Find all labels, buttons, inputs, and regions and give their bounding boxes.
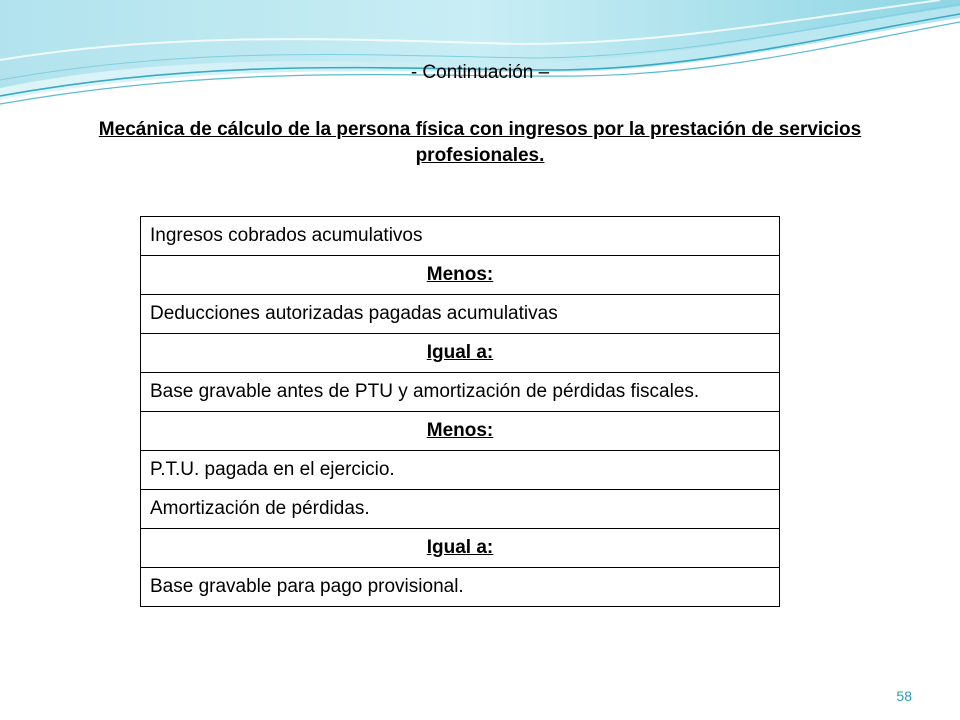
table-row (141, 217, 780, 256)
page-number: 58 (896, 688, 912, 704)
table-row (141, 373, 780, 412)
slide-subtitle: - Continuación – (410, 62, 550, 83)
table-row (141, 490, 780, 529)
table-cell-operator: Igual a: (141, 334, 780, 373)
table-row (141, 334, 780, 373)
table-row (141, 568, 780, 607)
table-cell-item: Base gravable para pago provisional. (141, 568, 780, 607)
table-row (141, 451, 780, 490)
table-row (141, 529, 780, 568)
table-row (141, 295, 780, 334)
table-cell-operator: Menos: (141, 412, 780, 451)
table-row (141, 412, 780, 451)
table-cell-item: Amortización de pérdidas. (141, 490, 780, 529)
table-cell-item: P.T.U. pagada en el ejercicio. (141, 451, 780, 490)
table-cell-item: Deducciones autorizadas pagadas acumulativas (141, 295, 780, 334)
table-cell-item: Ingresos cobrados acumulativos (141, 217, 780, 256)
slide-title: Mecánica de cálculo de la persona física con ingresos por la prestación de servicios profesionales. (98, 119, 862, 166)
calculation-table (140, 216, 780, 607)
table-cell-item: Base gravable antes de PTU y amortización de pérdidas fiscales. (141, 373, 780, 412)
decorative-wave-header (0, 0, 960, 110)
table-row (141, 256, 780, 295)
table-cell-operator: Igual a: (141, 529, 780, 568)
table-cell-operator: Menos: (141, 256, 780, 295)
